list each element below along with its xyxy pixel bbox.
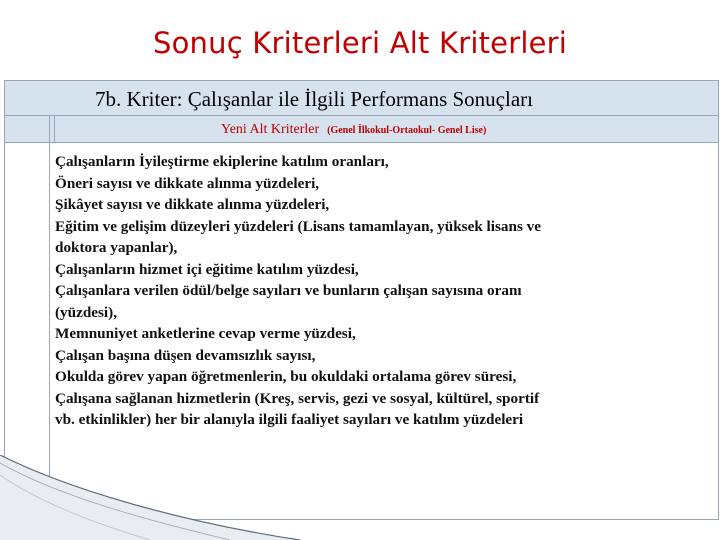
decorative-corner-swoosh: [0, 455, 720, 540]
criteria-line: Çalışanlara verilen ödül/belge sayıları ve bunların çalışan sayısına oranı: [55, 282, 522, 299]
criteria-line: Çalışan başına düşen devamsızlık sayısı,: [55, 346, 316, 364]
criteria-line: Okulda görev yapan öğretmenlerin, bu okuldaki ortalama görev süresi,: [55, 368, 517, 385]
criteria-table: [4, 80, 719, 520]
criteria-line: Çalışana sağlanan hizmetlerin (Kreş, servis, gezi ve sosyal, kültürel, sportif: [55, 389, 540, 407]
table-subheader-row: [5, 116, 718, 143]
subheader-narrow-cell: [49, 116, 55, 142]
criteria-line: Çalışanların hizmet içi eğitime katılım yüzdesi,: [55, 260, 359, 278]
slide-title: Sonuç Kriterleri Alt Kriterleri: [153, 26, 567, 60]
criteria-line: Şikâyet sayısı ve dikkate alınma yüzdeleri,: [55, 196, 330, 213]
criteria-line: (yüzdesi),: [55, 303, 118, 321]
criteria-line: Öneri sayısı ve dikkate alınma yüzdeleri,: [55, 174, 320, 192]
subheader-school-note: (Genel İlkokul-Ortaokul- Genel Lise): [327, 125, 487, 136]
table-header-title: 7b. Kriter: Çalışanlar ile İlgili Performans Sonuçları: [95, 87, 533, 111]
criteria-line: Çalışanların İyileştirme ekiplerine katılım oranları,: [55, 153, 389, 170]
criteria-line: vb. etkinlikler) her bir alanıyla ilgili faaliyet sayıları ve katılım yüzdeleri: [55, 411, 524, 428]
criteria-line: doktora yapanlar),: [55, 239, 178, 256]
subheader-text: [221, 120, 486, 138]
table-header-row: [5, 81, 718, 116]
criteria-line: Memnuniyet anketlerine cevap verme yüzdesi,: [55, 325, 356, 342]
subheader-gutter-cell: [5, 116, 50, 142]
criteria-line: Eğitim ve gelişim düzeyleri yüzdeleri (Lisans tamamlayan, yüksek lisans ve: [55, 217, 541, 235]
subheader-main-label: Yeni Alt Kriterler: [221, 122, 320, 137]
criteria-list: [55, 151, 705, 431]
